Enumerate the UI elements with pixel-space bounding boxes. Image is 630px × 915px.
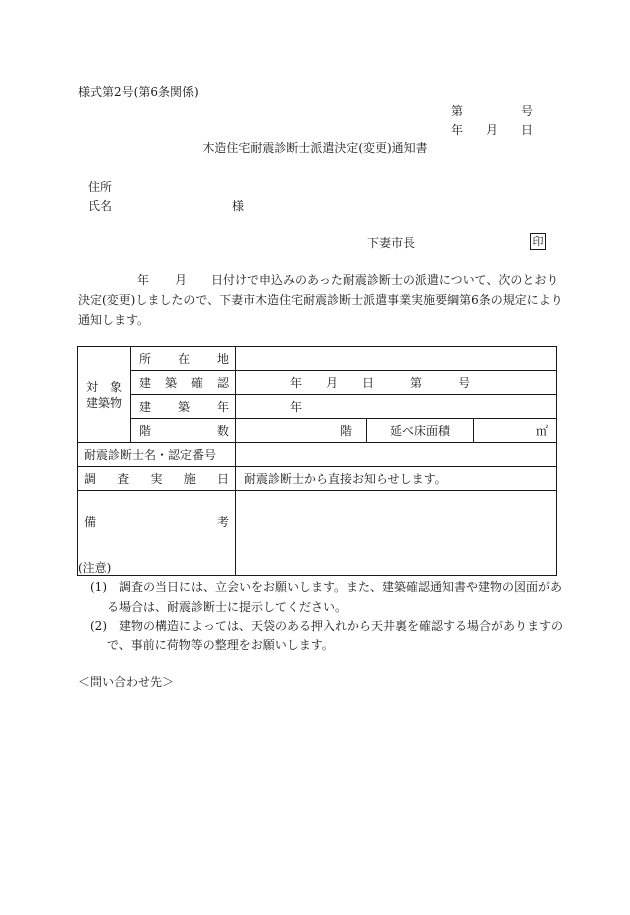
date-day: 日 [520,123,533,137]
name-label: 氏名 [88,199,113,213]
floor-area-unit: ㎡ [535,424,548,438]
category-line-2: 建築物 [85,395,122,410]
notes-heading: (注意) [78,561,112,575]
body-line-3: 通知します。 [78,313,150,327]
body-month: 月 [175,273,188,287]
location-label-cell [131,347,236,371]
body-line-1 [137,273,558,287]
floor-area-value [474,419,557,443]
confirmation-label: 建 築 確 認 [139,376,229,390]
seal-stamp: 印 [530,233,546,250]
remarks-value [236,491,557,576]
built-year-label-cell [131,395,236,419]
date-month: 月 [485,123,498,137]
honorific: 様 [232,199,245,213]
built-year-label: 建 築 年 [139,400,229,414]
confirmation-label-cell [131,371,236,395]
location-label: 所 在 地 [139,352,229,366]
floors-value [236,419,367,443]
confirmation-month: 月 [326,376,339,390]
ref-prefix: 第 [451,104,464,118]
category-line-1: 対 象 [85,379,122,394]
diagnostician-label: 耐震診断士名・認定番号 [78,443,236,467]
survey-date-label: 調 査 実 施 日 [84,472,229,486]
remarks-label-1: 備 [84,515,97,529]
confirmation-year: 年 [290,376,303,390]
document-title: 木造住宅耐震診断士派遣決定(変更)通知書 [202,141,428,155]
body-line-2: 決定(変更)しましたので、下妻市木造住宅耐震診断士派遣事業実施要綱第6条の規定により [78,293,563,307]
survey-date-value: 耐震診断士から直接お知らせします。 [236,467,557,491]
reference-number [451,104,533,118]
built-year-unit: 年 [290,400,303,414]
remarks-label [78,513,235,530]
note-2-line-2: で、事前に荷物等の整理をお願いします。 [107,638,334,652]
floors-label: 階 数 [139,424,229,438]
category-cell [78,347,131,443]
confirmation-no-prefix: 第 [410,376,423,390]
note-2-line-1: (2) 建物の構造によっては、天袋のある押入れから天井裏を確認する場合がありますの [90,619,564,633]
floors-label-cell [131,419,236,443]
body-line1-rest: 日付けで申込みのあった耐震診断士の派遣について、次のとおり [211,273,559,287]
survey-date-label-cell [78,467,236,491]
floor-area-label: 延べ床面積 [367,419,474,443]
ref-suffix: 号 [520,104,533,118]
location-value [236,347,557,371]
contact-heading: ＜問い合わせ先＞ [78,675,175,689]
body-year: 年 [137,273,150,287]
building-info-table [77,346,557,576]
confirmation-no-suffix: 号 [458,376,471,390]
issue-date [451,123,533,137]
floors-unit: 階 [339,424,352,438]
built-year-value [236,395,557,419]
remarks-label-2: 考 [216,515,229,529]
sender-title: 下妻市長 [367,236,416,250]
confirmation-value [236,371,557,395]
confirmation-day: 日 [362,376,375,390]
diagnostician-value [236,443,557,467]
form-number: 様式第2号(第6条関係) [78,85,199,99]
date-year: 年 [451,123,464,137]
address-label: 住所 [88,180,113,194]
note-1-line-1: (1) 調査の当日には、立会いをお願いします。また、建築確認通知書や建物の図面があ [90,580,563,594]
note-1-line-2: る場合は、耐震診断士に提示してください。 [107,600,348,614]
